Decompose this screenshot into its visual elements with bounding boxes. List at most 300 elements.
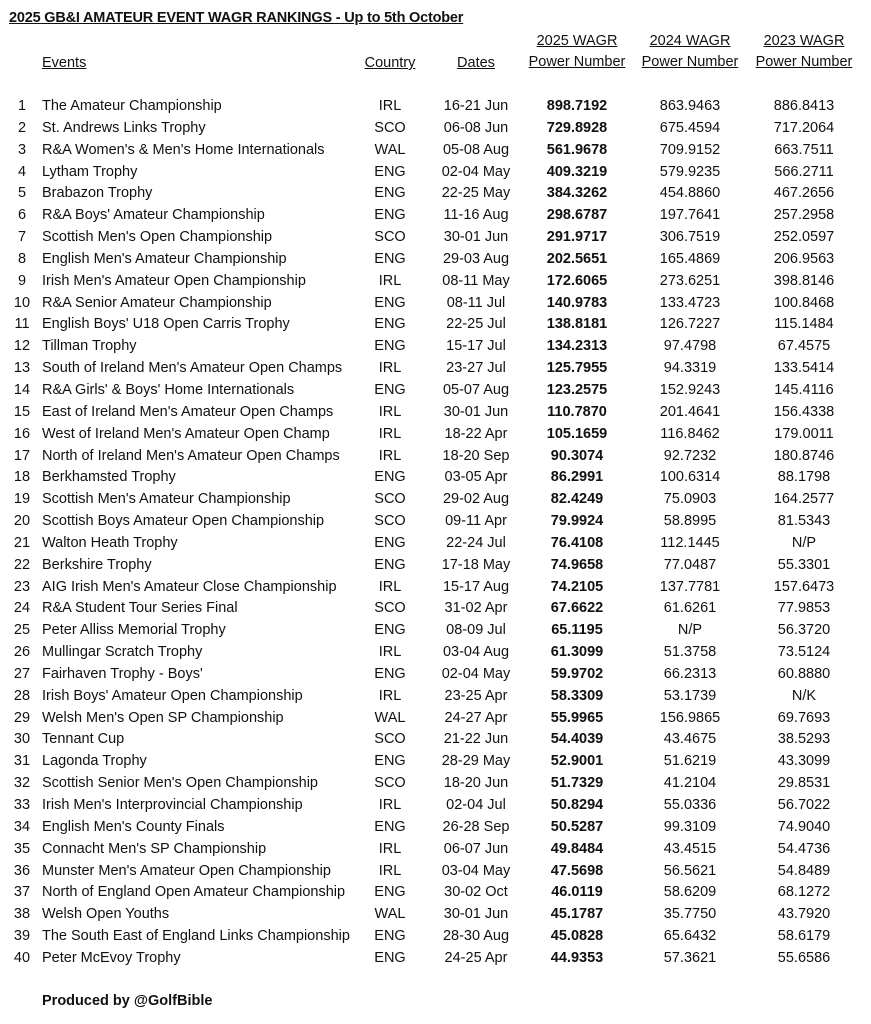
rank-cell: 6 [17,207,27,224]
country-cell: ENG [374,250,406,267]
power-2024-cell: 35.7750 [663,906,717,923]
power-2024-cell: 77.0487 [663,556,717,573]
table-row [0,598,871,620]
power-2023-cell: 100.8468 [773,294,835,311]
rank-cell: 33 [13,797,31,813]
power-2024-cell: 112.1445 [660,534,720,551]
power-2025-cell: 65.1195 [551,622,603,639]
power-2025-cell: 61.3099 [550,644,604,661]
power-2024-cell: 201.4641 [659,403,721,420]
event-name-cell: Berkhamsted Trophy [42,469,176,486]
header-2024-line1: 2024 WAGR [649,33,731,49]
table-row [0,118,871,140]
dates-cell: 29-03 Aug [442,250,510,267]
event-name-cell: Scottish Men's Open Championship [42,229,273,246]
header-events: Events [42,55,87,71]
event-name-cell: Irish Men's Amateur Open Championship [42,272,306,289]
event-name-cell: R&A Senior Amateur Championship [42,294,272,311]
power-2025-cell: 49.8484 [550,840,604,857]
dates-cell: 06-07 Jun [443,840,509,857]
table-row [0,773,871,795]
rank-cell: 5 [17,185,27,202]
country-cell: IRL [378,98,402,114]
power-2025-cell: 729.8928 [546,119,608,136]
event-name-cell: Walton Heath Trophy [42,534,178,551]
dates-cell: 08-09 Jul [446,622,506,639]
power-2024-cell: 43.4675 [663,731,717,748]
rank-cell: 13 [13,360,31,377]
country-cell: IRL [378,862,402,879]
dates-cell: 22-25 Jul [446,316,506,333]
dates-cell: 03-05 Apr [444,469,508,486]
power-2025-cell: 172.6065 [546,272,608,289]
table-row [0,664,871,686]
header-2024-power [635,31,745,73]
power-2024-cell: 53.1739 [663,687,717,704]
power-2025-cell: 90.3074 [550,447,604,464]
dates-cell: 28-29 May [441,753,511,770]
table-row [0,882,871,904]
power-2024-cell: 156.9865 [659,709,721,726]
power-2024-cell: 273.6251 [659,272,721,289]
country-cell: ENG [374,556,406,573]
power-2025-cell: 123.2575 [546,381,608,398]
rank-cell: 26 [13,644,31,661]
rank-cell: 38 [13,906,31,923]
table-row [0,926,871,948]
table-row [0,686,871,708]
power-2024-cell: 152.9243 [659,381,721,398]
event-name-cell: Brabazon Trophy [42,185,153,202]
power-2025-cell: 50.5287 [550,818,604,835]
header-2023-line1: 2023 WAGR [763,33,845,49]
power-2024-cell: 137.7781 [659,578,721,595]
table-row [0,380,871,402]
dates-cell: 18-20 Sep [442,447,510,464]
table-row [0,314,871,336]
country-cell: WAL [374,906,406,923]
country-cell: IRL [378,840,402,857]
table-row [0,96,871,118]
power-2024-cell: 165.4869 [659,250,721,267]
country-cell: SCO [374,731,406,748]
dates-cell: 26-28 Sep [442,818,510,835]
rank-cell: 39 [13,928,31,945]
power-2024-cell: 116.8462 [660,425,720,442]
power-2023-cell: 180.8746 [773,447,835,464]
event-name-cell: Scottish Boys Amateur Open Championship [42,513,325,530]
dates-cell: 08-11 Jul [446,294,506,311]
power-2023-cell: 54.4736 [777,840,831,857]
header-2025-power [522,31,632,73]
power-2024-cell: 126.7227 [659,316,721,333]
header-2023-power [749,31,859,73]
power-2023-cell: 54.8489 [777,862,831,879]
event-name-cell: Welsh Open Youths [42,906,170,923]
country-cell: ENG [374,534,406,551]
power-2023-cell: 55.3301 [777,556,831,573]
power-2024-cell: 197.7641 [659,207,721,224]
event-name-cell: Munster Men's Amateur Open Championship [42,862,331,879]
power-2024-cell: 92.7232 [663,447,717,464]
rank-cell: 37 [13,884,31,901]
power-2023-cell: 88.1798 [777,469,831,486]
power-2024-cell: 97.4798 [663,338,717,355]
rank-cell: 35 [13,840,31,857]
event-name-cell: R&A Student Tour Series Final [42,600,238,617]
dates-cell: 24-25 Apr [444,949,508,966]
event-name-cell: West of Ireland Men's Amateur Open Champ [42,425,330,442]
country-cell: ENG [374,818,406,835]
table-row [0,555,871,577]
event-name-cell: South of Ireland Men's Amateur Open Champs [42,360,343,377]
dates-cell: 18-22 Apr [444,425,508,442]
power-2025-cell: 76.4108 [550,534,604,551]
dates-cell: 03-04 Aug [442,644,510,661]
dates-cell: 22-25 May [441,185,511,202]
event-name-cell: Mullingar Scratch Trophy [42,644,203,661]
power-2025-cell: 561.9678 [546,141,608,158]
event-name-cell: Berkshire Trophy [42,556,152,573]
power-2024-cell: 709.9152 [659,141,721,158]
power-2025-cell: 51.7329 [550,775,604,792]
power-2024-cell: 306.7519 [659,229,721,246]
power-2023-cell: 68.1272 [777,884,831,901]
power-2025-cell: 409.3219 [546,163,608,180]
power-2023-cell: 29.8531 [777,775,831,792]
table-row [0,642,871,664]
table-row [0,140,871,162]
event-name-cell: English Boys' U18 Open Carris Trophy [42,316,290,333]
power-2024-cell: 41.2104 [663,775,717,792]
footer-credit: Produced by @GolfBible [42,993,213,1009]
country-cell: IRL [378,425,402,442]
power-2024-cell: 57.3621 [663,949,717,966]
header-2024-line2: Power Number [641,54,739,70]
dates-cell: 15-17 Aug [442,578,510,595]
power-2024-cell: 94.3319 [663,360,717,377]
rank-cell: 40 [13,949,31,966]
table-row [0,358,871,380]
rank-cell: 30 [13,731,31,748]
country-cell: IRL [378,687,402,704]
power-2024-cell: N/P [677,622,703,639]
rank-cell: 36 [13,862,31,879]
power-2024-cell: 56.5621 [663,862,717,879]
table-row [0,183,871,205]
dates-cell: 24-27 Apr [444,709,508,726]
power-2025-cell: 298.6787 [546,207,608,224]
table-row [0,424,871,446]
dates-cell: 17-18 May [441,556,511,573]
power-2025-cell: 44.9353 [550,949,604,966]
country-cell: ENG [374,928,406,945]
rank-cell: 9 [17,272,27,289]
table-row [0,948,871,970]
event-name-cell: Irish Boys' Amateur Open Championship [42,687,303,704]
power-2025-cell: 291.9717 [546,229,608,246]
table-row [0,489,871,511]
power-2023-cell: 156.4338 [773,403,835,420]
power-2025-cell: 45.1787 [550,906,604,923]
table-row [0,861,871,883]
table-row [0,511,871,533]
power-2025-cell: 110.7870 [547,403,607,420]
power-2023-cell: 81.5343 [777,513,831,530]
power-2023-cell: 206.9563 [773,250,835,267]
dates-cell: 11-16 Aug [443,207,509,224]
rank-cell: 2 [17,119,27,136]
power-2024-cell: 579.9235 [659,163,721,180]
power-2023-cell: N/K [791,687,817,704]
table-row [0,817,871,839]
table-row [0,904,871,926]
power-2025-cell: 384.3262 [546,185,608,202]
event-name-cell: Irish Men's Interprovincial Championship [42,797,303,813]
event-name-cell: Connacht Men's SP Championship [42,840,267,857]
table-row [0,446,871,468]
power-2024-cell: 133.4723 [659,294,721,311]
rank-cell: 25 [13,622,31,639]
event-name-cell: Peter Alliss Memorial Trophy [42,622,226,639]
table-row [0,751,871,773]
power-2025-cell: 138.8181 [546,316,608,333]
power-2025-cell: 74.9658 [550,556,604,573]
table-row [0,227,871,249]
power-2023-cell: 77.9853 [777,600,831,617]
event-name-cell: Welsh Men's Open SP Championship [42,709,284,726]
country-cell: SCO [374,491,406,508]
power-2025-cell: 46.0119 [551,884,603,901]
table-row [0,293,871,315]
dates-cell: 29-02 Aug [442,491,510,508]
power-2025-cell: 140.9783 [546,294,608,311]
power-2023-cell: 257.2958 [773,207,835,224]
rank-cell: 22 [13,556,31,573]
rankings-table [0,96,871,970]
power-2024-cell: 100.6314 [659,469,721,486]
power-2023-cell: 133.5414 [773,360,835,377]
power-2023-cell: 398.8146 [773,272,835,289]
power-2023-cell: 56.7022 [777,797,831,813]
dates-cell: 30-01 Jun [443,403,509,420]
power-2023-cell: 179.0011 [774,425,834,442]
power-2023-cell: 663.7511 [774,141,834,158]
event-name-cell: Tillman Trophy [42,338,137,355]
country-cell: IRL [378,578,402,595]
country-cell: SCO [374,229,406,246]
dates-cell: 28-30 Aug [442,928,510,945]
country-cell: ENG [374,622,406,639]
dates-cell: 02-04 Jul [446,797,506,813]
header-2023-line2: Power Number [755,54,853,70]
dates-cell: 03-04 May [441,862,511,879]
country-cell: ENG [374,185,406,202]
power-2025-cell: 898.7192 [546,98,608,114]
power-2025-cell: 59.9702 [550,665,604,682]
rank-cell: 34 [13,818,31,835]
power-2025-cell: 105.1659 [546,425,608,442]
event-name-cell: AIG Irish Men's Amateur Close Championship [42,578,337,595]
event-name-cell: Lagonda Trophy [42,753,147,770]
power-2024-cell: 58.6209 [663,884,717,901]
dates-cell: 08-11 May [442,272,510,289]
event-name-cell: The South East of England Links Championship [42,928,350,945]
power-2025-cell: 45.0828 [550,928,604,945]
dates-cell: 02-04 May [441,665,511,682]
country-cell: ENG [374,665,406,682]
table-row [0,162,871,184]
power-2023-cell: 566.2711 [774,163,834,180]
power-2024-cell: 61.6261 [663,600,717,617]
power-2024-cell: 51.3758 [663,644,717,661]
dates-cell: 02-04 May [441,163,511,180]
rank-cell: 18 [13,469,31,486]
power-2025-cell: 86.2991 [550,469,604,486]
power-2024-cell: 75.0903 [663,491,717,508]
power-2023-cell: 60.8880 [777,665,831,682]
event-name-cell: East of Ireland Men's Amateur Open Champs [42,403,334,420]
event-name-cell: North of Ireland Men's Amateur Open Champs [42,447,340,464]
rank-cell: 7 [17,229,27,246]
power-2023-cell: 164.2577 [773,491,835,508]
country-cell: ENG [374,884,406,901]
dates-cell: 09-11 Apr [445,513,507,530]
event-name-cell: Peter McEvoy Trophy [42,949,181,966]
power-2025-cell: 67.6622 [550,600,604,617]
table-row [0,271,871,293]
table-row [0,577,871,599]
power-2025-cell: 47.5698 [550,862,604,879]
power-2023-cell: 115.1484 [774,316,834,333]
country-cell: SCO [374,513,406,530]
country-cell: SCO [374,119,406,136]
event-name-cell: Scottish Senior Men's Open Championship [42,775,318,792]
rank-cell: 28 [13,687,31,704]
dates-cell: 23-25 Apr [444,687,508,704]
dates-cell: 05-07 Aug [442,381,510,398]
event-name-cell: St. Andrews Links Trophy [42,119,206,136]
dates-cell: 18-20 Jun [443,775,509,792]
rank-cell: 14 [13,381,31,398]
power-2025-cell: 55.9965 [550,709,604,726]
table-row [0,402,871,424]
country-cell: IRL [378,272,402,289]
power-2025-cell: 79.9924 [550,513,604,530]
country-cell: SCO [374,600,406,617]
power-2025-cell: 54.4039 [550,731,604,748]
country-cell: ENG [374,338,406,355]
rank-cell: 29 [13,709,31,726]
dates-cell: 16-21 Jun [443,98,509,114]
table-row [0,533,871,555]
event-name-cell: R&A Women's & Men's Home Internationals [42,141,325,158]
country-cell: SCO [374,775,406,792]
country-cell: ENG [374,469,406,486]
power-2025-cell: 74.2105 [550,578,604,595]
power-2023-cell: 58.6179 [777,928,831,945]
power-2023-cell: 157.6473 [773,578,835,595]
table-row [0,205,871,227]
rank-cell: 3 [17,141,27,158]
power-2023-cell: 886.8413 [773,98,835,114]
power-2023-cell: 69.7693 [777,709,831,726]
dates-cell: 30-02 Oct [444,884,508,901]
country-cell: ENG [374,381,406,398]
dates-cell: 15-17 Jul [446,338,506,355]
power-2023-cell: 38.5293 [777,731,831,748]
dates-cell: 30-01 Jun [443,906,509,923]
dates-cell: 22-24 Jul [446,534,506,551]
power-2023-cell: 43.3099 [777,753,831,770]
rank-cell: 27 [13,665,31,682]
event-name-cell: R&A Girls' & Boys' Home Internationals [42,381,295,398]
power-2023-cell: 252.0597 [773,229,835,246]
power-2023-cell: 145.4116 [774,381,834,398]
dates-cell: 05-08 Aug [442,141,510,158]
event-name-cell: R&A Boys' Amateur Championship [42,207,265,224]
table-row [0,467,871,489]
header-country: Country [364,55,416,71]
event-name-cell: Scottish Men's Amateur Championship [42,491,291,508]
country-cell: ENG [374,949,406,966]
power-2025-cell: 82.4249 [550,491,604,508]
rank-cell: 20 [13,513,31,530]
country-cell: ENG [374,294,406,311]
country-cell: IRL [378,360,402,377]
dates-cell: 31-02 Apr [444,600,508,617]
power-2025-cell: 58.3309 [550,687,604,704]
country-cell: IRL [378,797,402,813]
event-name-cell: Lytham Trophy [42,163,138,180]
rank-cell: 31 [13,753,31,770]
rank-cell: 11 [14,316,30,333]
power-2025-cell: 134.2313 [546,338,608,355]
country-cell: IRL [378,403,402,420]
power-2025-cell: 52.9001 [550,753,604,770]
rank-cell: 32 [13,775,31,792]
event-name-cell: English Men's Amateur Championship [42,250,287,267]
table-row [0,795,871,817]
country-cell: ENG [374,163,406,180]
power-2024-cell: 675.4594 [659,119,721,136]
power-2023-cell: 43.7920 [777,906,831,923]
table-row [0,839,871,861]
power-2024-cell: 43.4515 [663,840,717,857]
country-cell: IRL [378,447,402,464]
power-2024-cell: 99.3109 [663,818,717,835]
power-2025-cell: 50.8294 [550,797,604,813]
dates-cell: 06-08 Jun [443,119,509,136]
country-cell: ENG [374,316,406,333]
rank-cell: 10 [13,294,31,311]
rank-cell: 8 [17,250,27,267]
dates-cell: 23-27 Jul [446,360,506,377]
page-title: 2025 GB&I AMATEUR EVENT WAGR RANKINGS - Up to 5th October [9,10,464,26]
country-cell: WAL [374,141,406,158]
event-name-cell: English Men's County Finals [42,818,225,835]
power-2024-cell: 51.6219 [663,753,717,770]
power-2023-cell: 74.9040 [777,818,831,835]
power-2024-cell: 66.2313 [663,665,717,682]
rank-cell: 4 [17,163,27,180]
power-2025-cell: 125.7955 [546,360,608,377]
power-2023-cell: N/P [791,534,817,551]
event-name-cell: North of England Open Amateur Championship [42,884,346,901]
event-name-cell: Tennant Cup [42,731,125,748]
rank-cell: 19 [13,491,31,508]
country-cell: ENG [374,207,406,224]
